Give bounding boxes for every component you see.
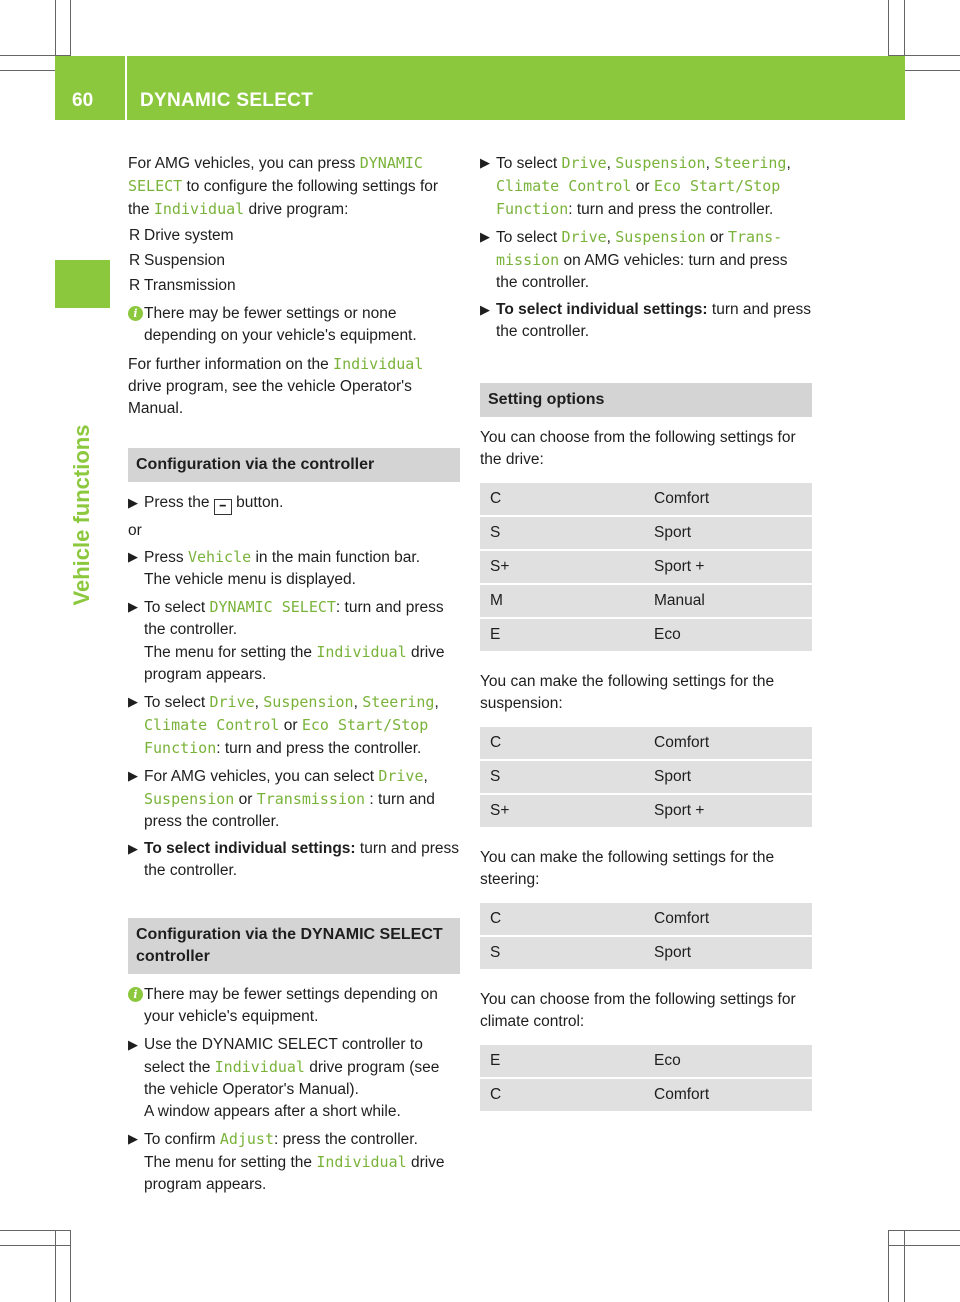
- header-divider: [125, 56, 127, 120]
- list-item: R Suspension: [129, 252, 226, 269]
- instruction-step: ▶ To select Drive, Suspension or Trans‐mission on AMG vehicles: turn and press the controller.: [480, 228, 788, 291]
- table-row: E Eco: [480, 619, 812, 651]
- instruction-step: ▶ Use the DYNAMIC SELECT controller to select the Individual drive program (see the vehicle Operator's Manual). A window appears after a short while.: [128, 1036, 440, 1120]
- table-row: C Comfort: [480, 903, 812, 935]
- info-icon: i: [128, 306, 143, 321]
- table-row: C Comfort: [480, 483, 812, 515]
- instruction-step: ▶ To select Drive, Suspension, Steering, Climate Control or Eco Start/Stop Function: turn and press the controller.: [128, 693, 439, 757]
- instruction-step: ▶ To select Drive, Suspension, Steering, Climate Control or Eco Start/Stop Function: turn and press the controller.: [480, 154, 791, 218]
- section-heading: Configuration via the DYNAMIC SELECT controller: [128, 918, 460, 974]
- instruction-step: ▶ Press Vehicle in the main function bar. The vehicle menu is displayed.: [128, 548, 421, 588]
- table-row: S+ Sport +: [480, 795, 812, 827]
- sidebar-section-title: Vehicle functions: [69, 424, 94, 606]
- table-row: M Manual: [480, 585, 812, 617]
- page-number: 60: [72, 90, 94, 111]
- info-note: i There may be fewer settings depending on your vehicle's equipment.: [128, 984, 460, 1028]
- list-item: R Transmission: [129, 277, 236, 294]
- drive-settings-table: [480, 481, 812, 653]
- car-icon: ━: [214, 499, 232, 515]
- sidebar-tab-marker: [55, 260, 110, 308]
- climate-settings-table: [480, 1043, 812, 1113]
- further-info-paragraph: For further information on the Individual drive program, see the vehicle Operator's Manual.: [128, 355, 424, 417]
- crop-mark: [55, 1230, 56, 1302]
- suspension-intro: You can make the following settings for the suspension:: [480, 673, 775, 712]
- table-row: C Comfort: [480, 727, 812, 759]
- instruction-step: ▶ To select DYNAMIC SELECT: turn and press the controller. The menu for setting the Individual drive program appears.: [128, 598, 445, 683]
- display-term: Individual: [153, 200, 245, 218]
- left-column: [128, 152, 460, 1201]
- table-row: S Sport: [480, 761, 812, 793]
- instruction-step: ▶ To confirm Adjust: press the controller. The menu for setting the Individual drive program appears.: [128, 1130, 445, 1193]
- display-term: Individual: [333, 355, 424, 373]
- or-text: or: [128, 522, 142, 539]
- instruction-step: ▶ To select individual settings: turn and press the controller.: [480, 301, 811, 340]
- intro-paragraph: For AMG vehicles, you can press DYNAMIC SELECT to configure the following settings for the Individual drive program:: [128, 154, 439, 218]
- list-item: R Drive system: [129, 227, 234, 244]
- instruction-step: ▶ For AMG vehicles, you can select Drive, Suspension or Transmission : turn and press the controller.: [128, 767, 435, 830]
- crop-mark: [0, 1245, 70, 1246]
- right-column: [480, 152, 812, 1131]
- table-row: C Comfort: [480, 1079, 812, 1111]
- crop-mark: [888, 1230, 889, 1302]
- table-row: S+ Sport +: [480, 551, 812, 583]
- drive-intro: You can choose from the following settings for the drive:: [480, 429, 796, 468]
- crop-mark: [888, 1230, 960, 1231]
- crop-mark: [888, 1245, 960, 1246]
- display-term: DYNAMIC SELECT: [128, 154, 423, 195]
- crop-mark: [70, 1230, 71, 1302]
- page-title: DYNAMIC SELECT: [140, 90, 314, 111]
- info-icon: i: [128, 987, 143, 1002]
- crop-mark: [0, 1230, 70, 1231]
- section-heading: Configuration via the controller: [128, 448, 460, 482]
- suspension-settings-table: [480, 725, 812, 829]
- section-heading: Setting options: [480, 383, 812, 417]
- instruction-step: ▶ Press the ━ button.: [128, 492, 460, 515]
- table-row: S Sport: [480, 517, 812, 549]
- table-row: E Eco: [480, 1045, 812, 1077]
- instruction-step: ▶ To select individual settings: turn and press the controller.: [128, 840, 459, 879]
- steering-intro: You can make the following settings for the steering:: [480, 849, 775, 888]
- info-note: i There may be fewer settings or none depending on your vehicle's equipment.: [128, 303, 460, 347]
- climate-intro: You can choose from the following settings for climate control:: [480, 991, 796, 1030]
- steering-settings-table: [480, 901, 812, 971]
- table-row: S Sport: [480, 937, 812, 969]
- crop-mark: [904, 1230, 905, 1302]
